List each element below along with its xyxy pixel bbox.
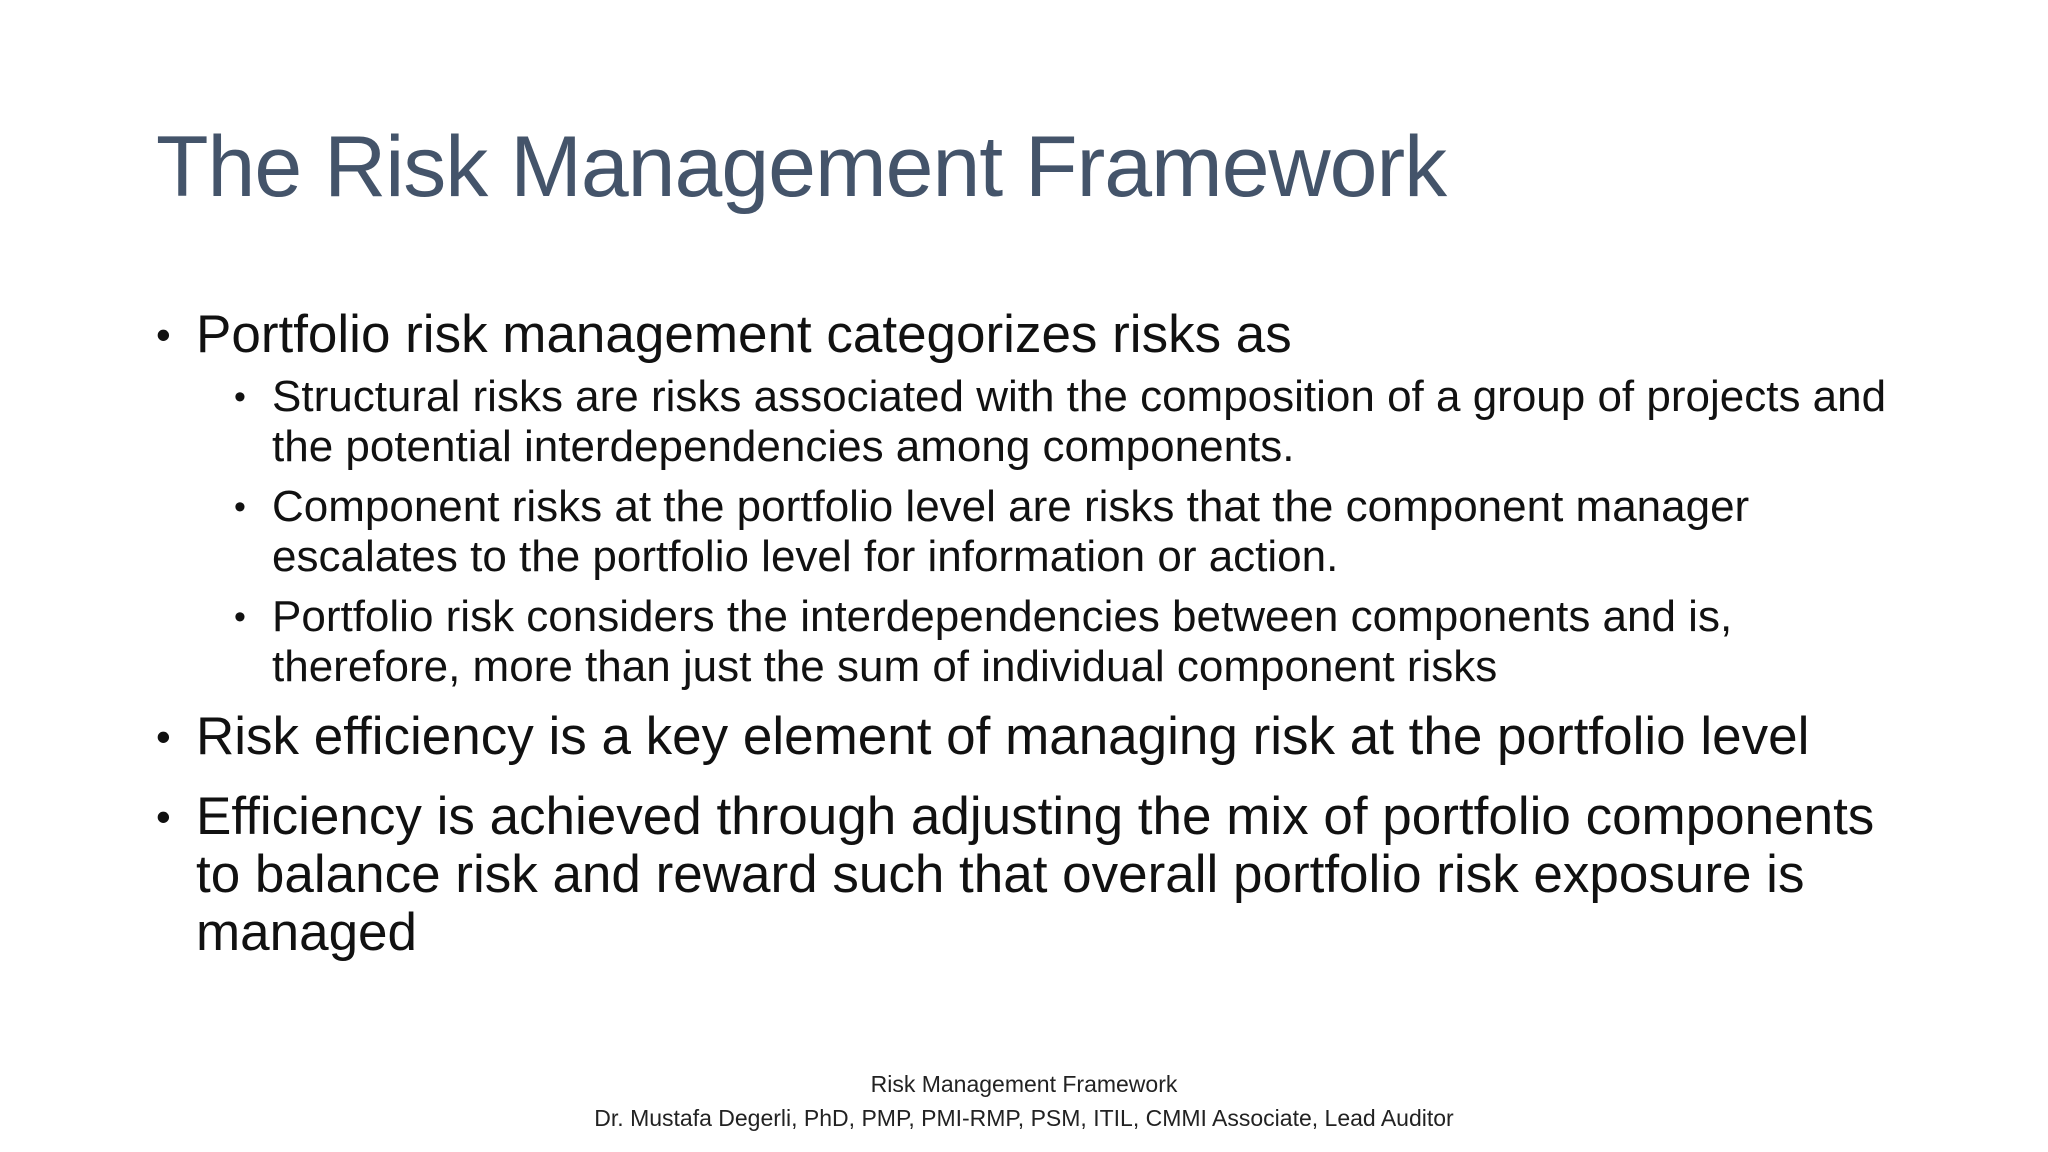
- sub-bullet-item: [156, 482, 1916, 582]
- slide-title: The Risk Management Framework: [156, 119, 1447, 215]
- sub-bullet-text: Portfolio risk considers the interdependencies between components and is, therefore, more than just the sum of individual component risks: [272, 592, 1733, 691]
- footer-author: Dr. Mustafa Degerli, PhD, PMP, PMI-RMP, PSM, ITIL, CMMI Associate, Lead Auditor: [594, 1105, 1454, 1131]
- sub-bullet-list: [156, 372, 1916, 692]
- bullet-item: [156, 788, 1916, 962]
- sub-bullet-text: Component risks at the portfolio level are risks that the component manager escalates to the portfolio level for information or action.: [272, 482, 1750, 581]
- bullet-icon: •: [234, 598, 246, 636]
- bullet-icon: •: [234, 488, 246, 526]
- bullet-item: [156, 306, 1916, 364]
- bullet-icon: •: [156, 713, 171, 760]
- bullet-text: Portfolio risk management categorizes risks as: [196, 305, 1292, 364]
- bullet-item: [156, 708, 1916, 766]
- sub-bullet-item: [156, 372, 1916, 472]
- bullet-icon: •: [156, 311, 171, 358]
- bullet-text: Efficiency is achieved through adjusting the mix of portfolio components to balance risk and reward such that overall portfolio risk exposure is managed: [196, 787, 1875, 962]
- bullet-icon: •: [156, 793, 171, 840]
- slide-body: [156, 306, 1916, 962]
- bullet-text: Risk efficiency is a key element of managing risk at the portfolio level: [196, 707, 1810, 766]
- sub-bullet-item: [156, 592, 1916, 692]
- sub-bullet-text: Structural risks are risks associated with the composition of a group of projects and the potential interdependencies among components.: [272, 372, 1887, 471]
- footer-title: Risk Management Framework: [870, 1071, 1178, 1097]
- bullet-icon: •: [234, 378, 246, 416]
